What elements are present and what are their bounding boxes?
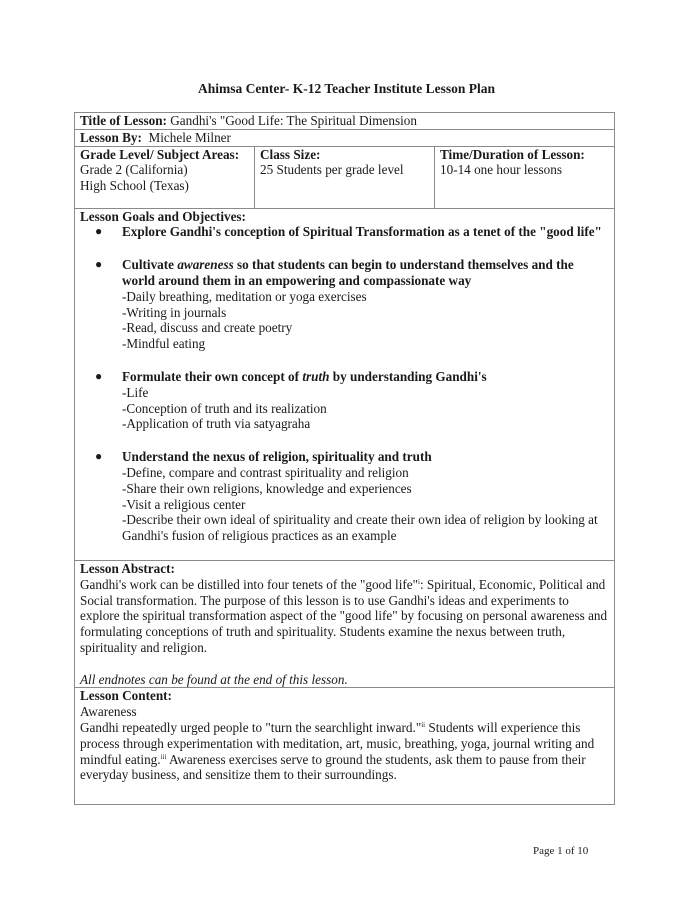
goal-subitem: -Mindful eating: [122, 336, 206, 352]
content-subheading: Awareness: [80, 704, 137, 720]
title-row: [75, 113, 615, 130]
bullet-icon: ●: [95, 368, 103, 383]
goal-heading: Cultivate awareness so that students can begin to understand themselves and the world around them in an empowering and compassionate way: [122, 257, 574, 288]
document-title: Ahimsa Center- K-12 Teacher Institute Lesson Plan: [198, 81, 495, 96]
abstract-row: [75, 560, 615, 687]
grade-level-value: High School (Texas): [80, 178, 189, 194]
author-row: [75, 129, 615, 146]
grade-level-label: Grade Level/ Subject Areas:: [80, 146, 240, 162]
grade-level-cell: [75, 146, 255, 208]
goal-item: [95, 224, 609, 240]
lesson-title-label: Title of Lesson:: [80, 113, 167, 128]
goal-subitem: -Read, discuss and create poetry: [122, 320, 293, 336]
content-cell: [75, 688, 615, 805]
lesson-plan-table: [74, 112, 615, 805]
bullet-icon: ●: [95, 257, 103, 272]
bullet-icon: ●: [95, 449, 103, 464]
goals-row: [75, 208, 615, 560]
abstract-label: Lesson Abstract:: [80, 560, 175, 576]
page-number: Page 1 of 10: [533, 845, 589, 857]
lesson-by-label: Lesson By:: [80, 129, 142, 145]
goal-heading: Formulate their own concept of truth by understanding Gandhi's: [122, 368, 487, 384]
goals-cell: [75, 208, 615, 560]
bullet-icon: ●: [95, 224, 103, 239]
goal-subitem: -Daily breathing, meditation or yoga exercises: [122, 288, 367, 304]
duration-cell: [435, 146, 615, 208]
lesson-title-cell: [75, 113, 615, 130]
goal-subitem: -Define, compare and contrast spirituality and religion: [122, 464, 409, 480]
class-size-cell: [255, 146, 435, 208]
goal-subitem: -Writing in journals: [122, 304, 227, 320]
goals-label: Lesson Goals and Objectives:: [80, 208, 246, 224]
duration-label: Time/Duration of Lesson:: [440, 146, 585, 162]
goal-subitem: -Conception of truth and its realization: [122, 400, 327, 416]
goal-subitem: -Share their own religions, knowledge and experiences: [122, 480, 412, 496]
endnotes-note: All endnotes can be found at the end of this lesson.: [80, 671, 348, 687]
goal-heading: Explore Gandhi's conception of Spiritual Transformation as a tenet of the "good life": [122, 224, 602, 240]
content-label: Lesson Content:: [80, 688, 172, 704]
duration-value: 10-14 one hour lessons: [440, 162, 562, 178]
goal-subitem: -Visit a religious center: [122, 496, 246, 512]
lesson-title-value: Gandhi's "Good Life: The Spiritual Dimension: [170, 113, 417, 128]
goal-item: [95, 449, 609, 544]
grade-level-value: Grade 2 (California): [80, 162, 188, 178]
details-row: [75, 146, 615, 208]
endnote-ref: iii: [160, 752, 167, 761]
lesson-by-cell: [75, 129, 615, 146]
goal-heading: Understand the nexus of religion, spirituality and truth: [122, 449, 432, 465]
lesson-by-value: Michele Milner: [148, 129, 231, 145]
goals-list: [80, 224, 609, 544]
abstract-cell: [75, 560, 615, 687]
endnote-ref: ii: [421, 720, 426, 729]
content-text: Gandhi repeatedly urged people to "turn the searchlight inward."$^{ii}$ Students will experience this process through experimentation with meditation, art, music, breathing, yoga, journal writing and mindful eating.$^{iii}$ Awareness exercises serve to ground the students, ask them to pause from their everyday business, and sensitize them to their surroundings.: [80, 719, 595, 783]
content-row: [75, 688, 615, 805]
goal-subitem: -Application of truth via satyagraha: [122, 416, 311, 432]
goal-subitem: -Life: [122, 384, 149, 400]
endnote-ref: i: [418, 577, 420, 586]
class-size-value: 25 Students per grade level: [260, 162, 404, 178]
goal-subitem: -Describe their own ideal of spirituality and create their own idea of religion by looking at Gandhi's fusion of religious practices as an example: [122, 512, 598, 544]
class-size-label: Class Size:: [260, 146, 321, 162]
goal-item: [95, 257, 609, 352]
abstract-text: Gandhi's work can be distilled into four tenets of the "good life"$^i$: Spiritual, Economic, Political and Social transformation. The purpose of this lesson is to use Gandhi's ideas and experiments to explore the spiritual transformation aspect of the "good life" by focusing on personal awareness and formulating conceptions of truth and spirituality. Students examine the nexus between truth, spirituality and religion.: [80, 576, 608, 655]
goal-item: [95, 368, 609, 432]
